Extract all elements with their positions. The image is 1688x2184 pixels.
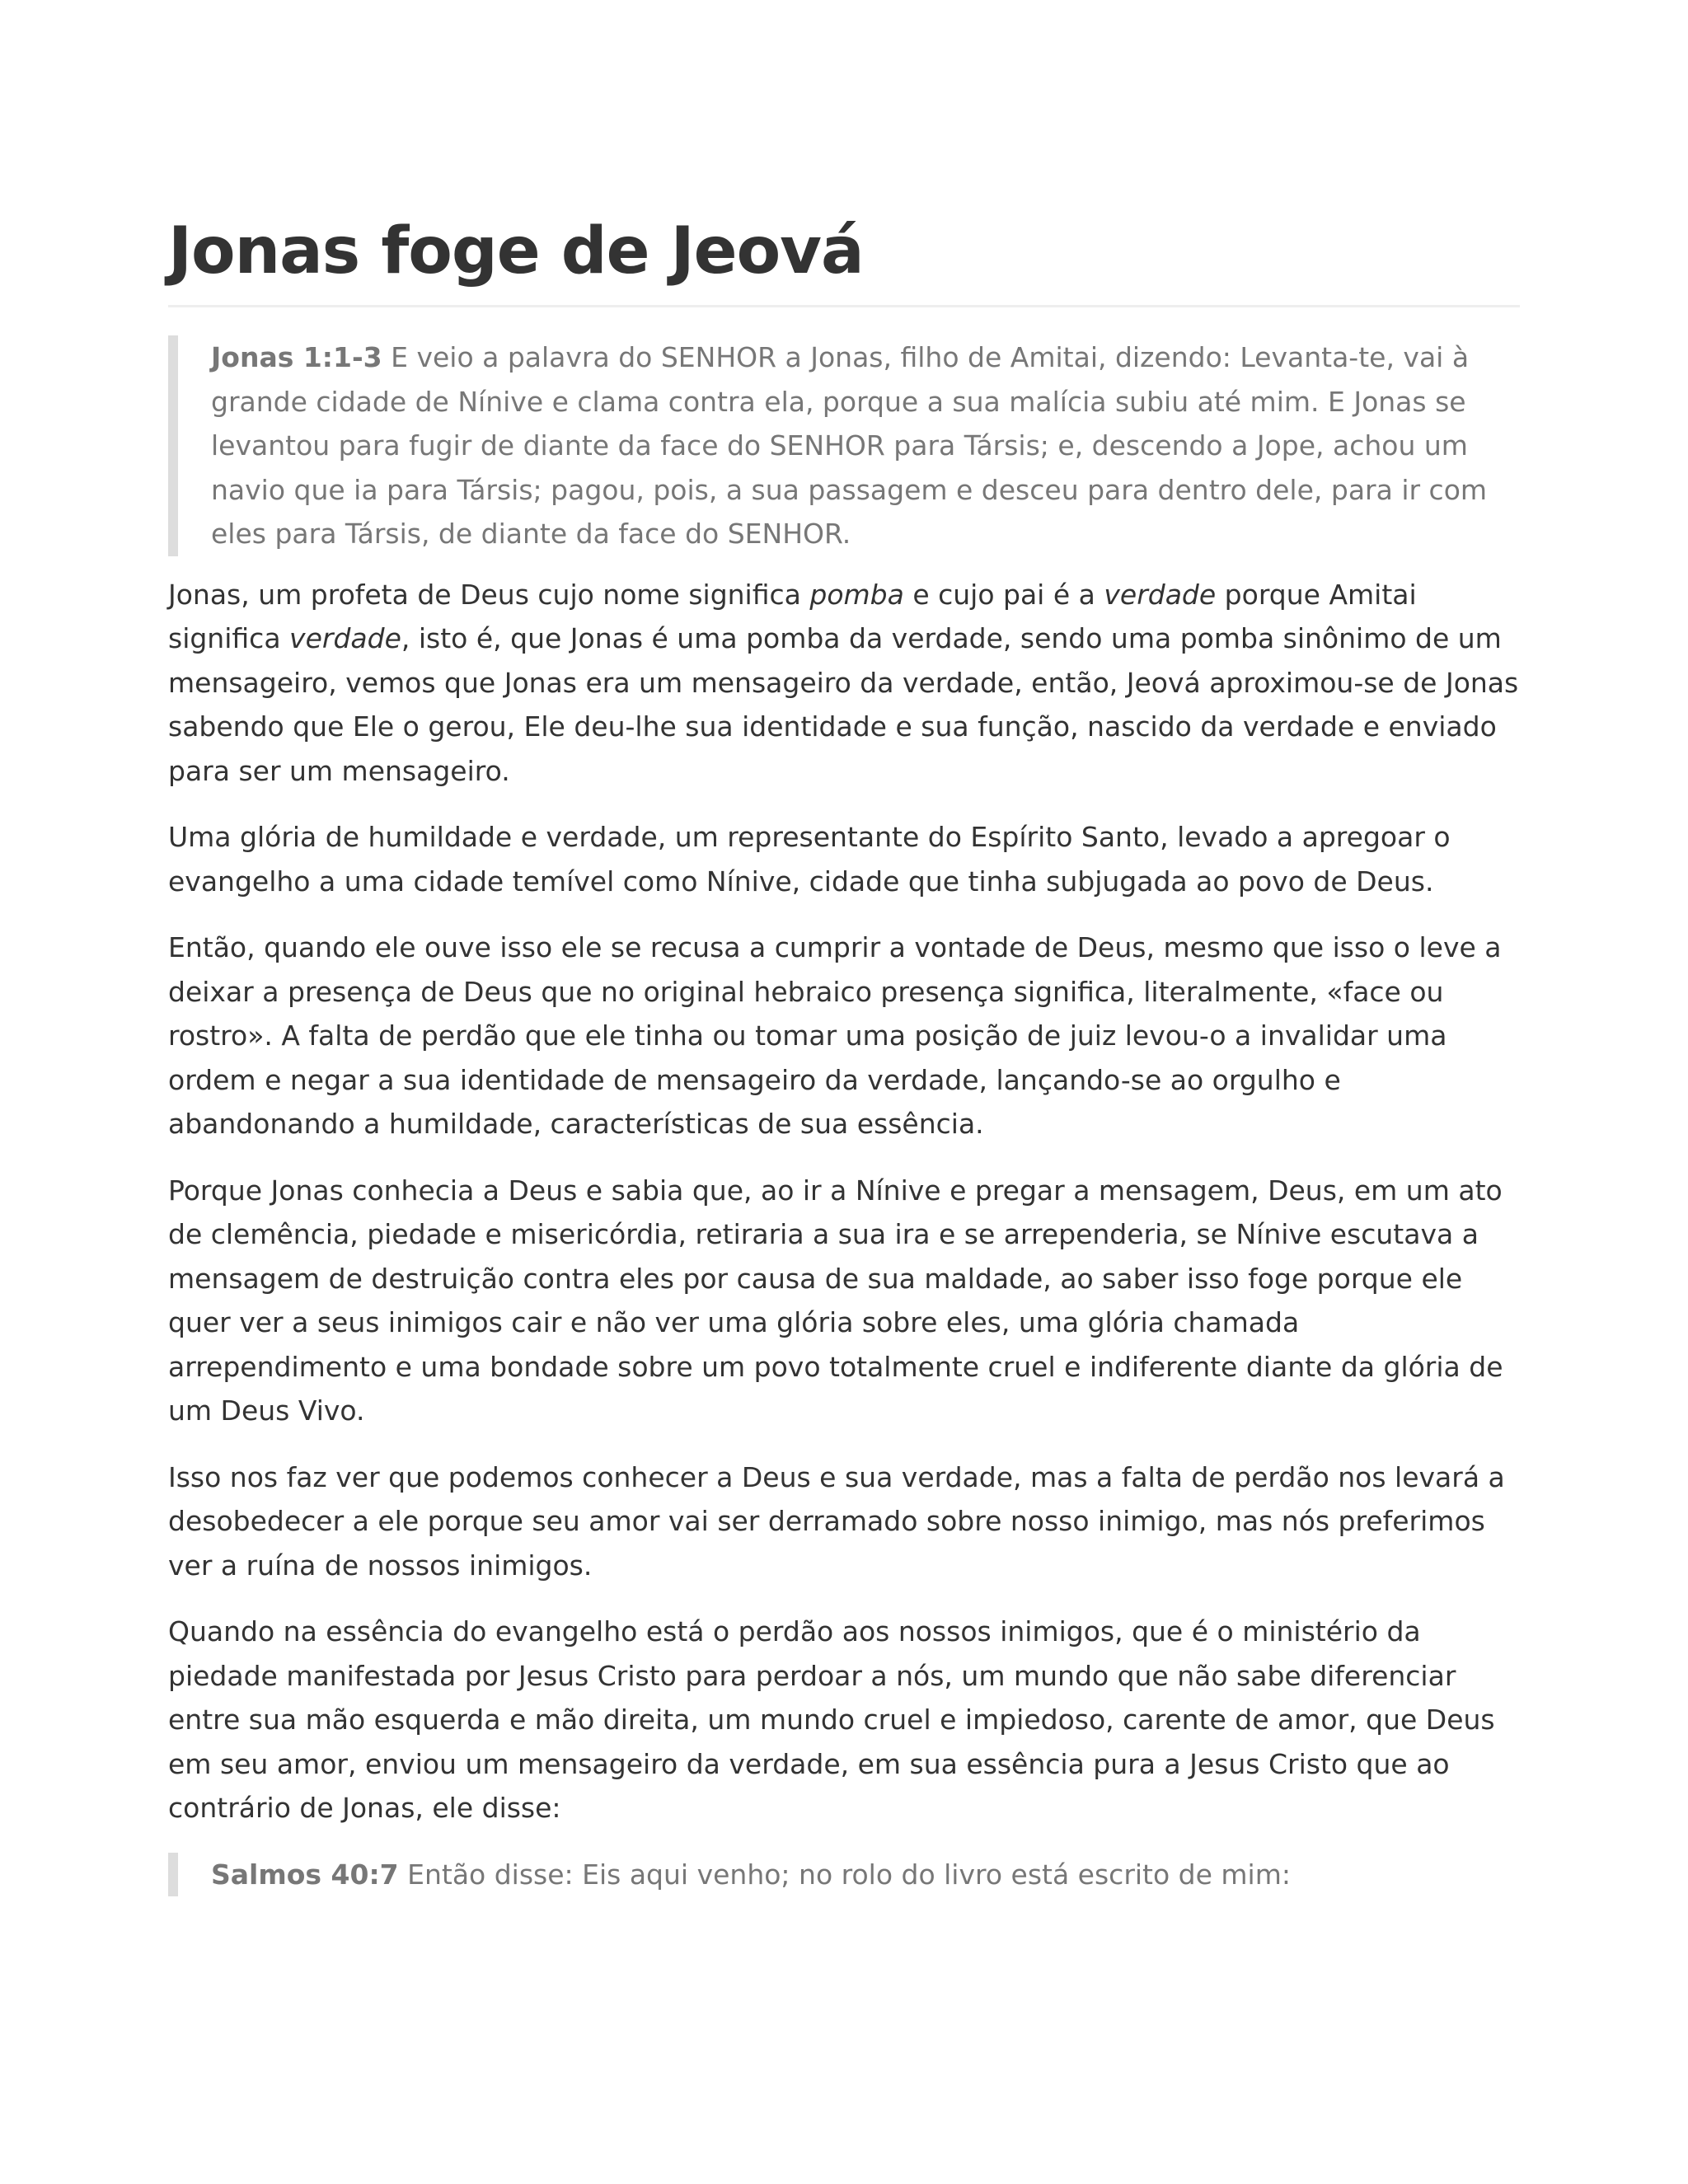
paragraph-2: Uma glória de humildade e verdade, um representante do Espírito Santo, levado a apregoar o evangelho a uma cidade temível como Nínive, cidade que tinha subjugada ao povo de Deus. <box>168 821 1451 898</box>
paragraph-1 <box>168 573 1520 794</box>
emphasis-text: verdade <box>1104 578 1217 611</box>
scripture-reference: Salmos 40:7 <box>211 1858 399 1891</box>
paragraph-5: Isso nos faz ver que podemos conhecer a Deus e sua verdade, mas a falta de perdão nos levará a desobedecer a ele porque seu amor vai ser derramado sobre nosso inimigo, mas nós preferimos ver a ruína de nossos inimigos. <box>168 1460 1505 1582</box>
emphasis-text: verdade <box>289 622 401 654</box>
scripture-quote-jonas <box>168 335 1520 556</box>
paragraph-3: Então, quando ele ouve isso ele se recusa a cumprir a vontade de Deus, mesmo que isso o leve a deixar a presença de Deus que no original hebraico presença significa, literalmente, «face ou rostro». A falta de perdão que ele tinha ou tomar uma posição de juiz levou-o a invalidar uma ordem e negar a sua identidade de mensageiro da verdade, lançando-se ao orgulho e abandonando a humildade, características de sua essência. <box>168 931 1502 1140</box>
paragraph-text: porque Amitai significa <box>168 578 1417 654</box>
paragraph-4: Porque Jonas conhecia a Deus e sabia que, ao ir a Nínive e pregar a mensagem, Deus, em um ato de clemência, piedade e misericórdia, retiraria a sua ira e se arrependeria, se Nínive escutava a mensagem de destruição contra eles por causa de sua maldade, ao saber isso foge porque ele quer ver a seus inimigos cair e não ver uma glória sobre eles, uma glória chamada arrependimento e uma bondade sobre um povo totalmente cruel e indiferente diante da glória de um Deus Vivo. <box>168 1174 1503 1427</box>
paragraph-text: Jonas, um profeta de Deus cujo nome significa <box>168 578 810 611</box>
scripture-text: E veio a palavra do SENHOR a Jonas, filho de Amitai, dizendo: Levanta-te, vai à grande cidade de Nínive e clama contra ela, porque a sua malícia subiu até mim. E Jonas se levantou para fugir de diante da face do SENHOR para Társis; e, descendo a Jope, achou um navio que ia para Társis; pagou, pois, a sua passagem e desceu para dentro dele, para ir com eles para Társis, de diante da face do SENHOR. <box>211 341 1488 550</box>
paragraph-6: Quando na essência do evangelho está o perdão aos nossos inimigos, que é o ministério da piedade manifestada por Jesus Cristo para perdoar a nós, um mundo que não sabe diferenciar entre sua mão esquerda e mão direita, um mundo cruel e impiedoso, carente de amor, que Deus em seu amor, enviou um mensageiro da verdade, em sua essência pura a Jesus Cristo que ao contrário de Jonas, ele disse: <box>168 1615 1495 1824</box>
paragraph-text: , isto é, que Jonas é uma pomba da verdade, sendo uma pomba sinônimo de um mensageiro, vemos que Jonas era um mensageiro da verdade, então, Jeová aproximou-se de Jonas sabendo que Ele o gerou, Ele deu-lhe sua identidade e sua função, nascido da verdade e enviado para ser um mensageiro. <box>168 622 1519 787</box>
scripture-text: Então disse: Eis aqui venho; no rolo do livro está escrito de mim: <box>398 1858 1291 1891</box>
title-divider <box>168 305 1520 307</box>
paragraph-text: e cujo pai é a <box>903 578 1104 611</box>
scripture-quote-salmos <box>168 1853 1520 1897</box>
page-title: Jonas foge de Jeová <box>168 214 864 288</box>
emphasis-text: pomba <box>809 578 904 611</box>
document-page <box>168 206 1520 1913</box>
scripture-reference: Jonas 1:1-3 <box>211 341 382 373</box>
